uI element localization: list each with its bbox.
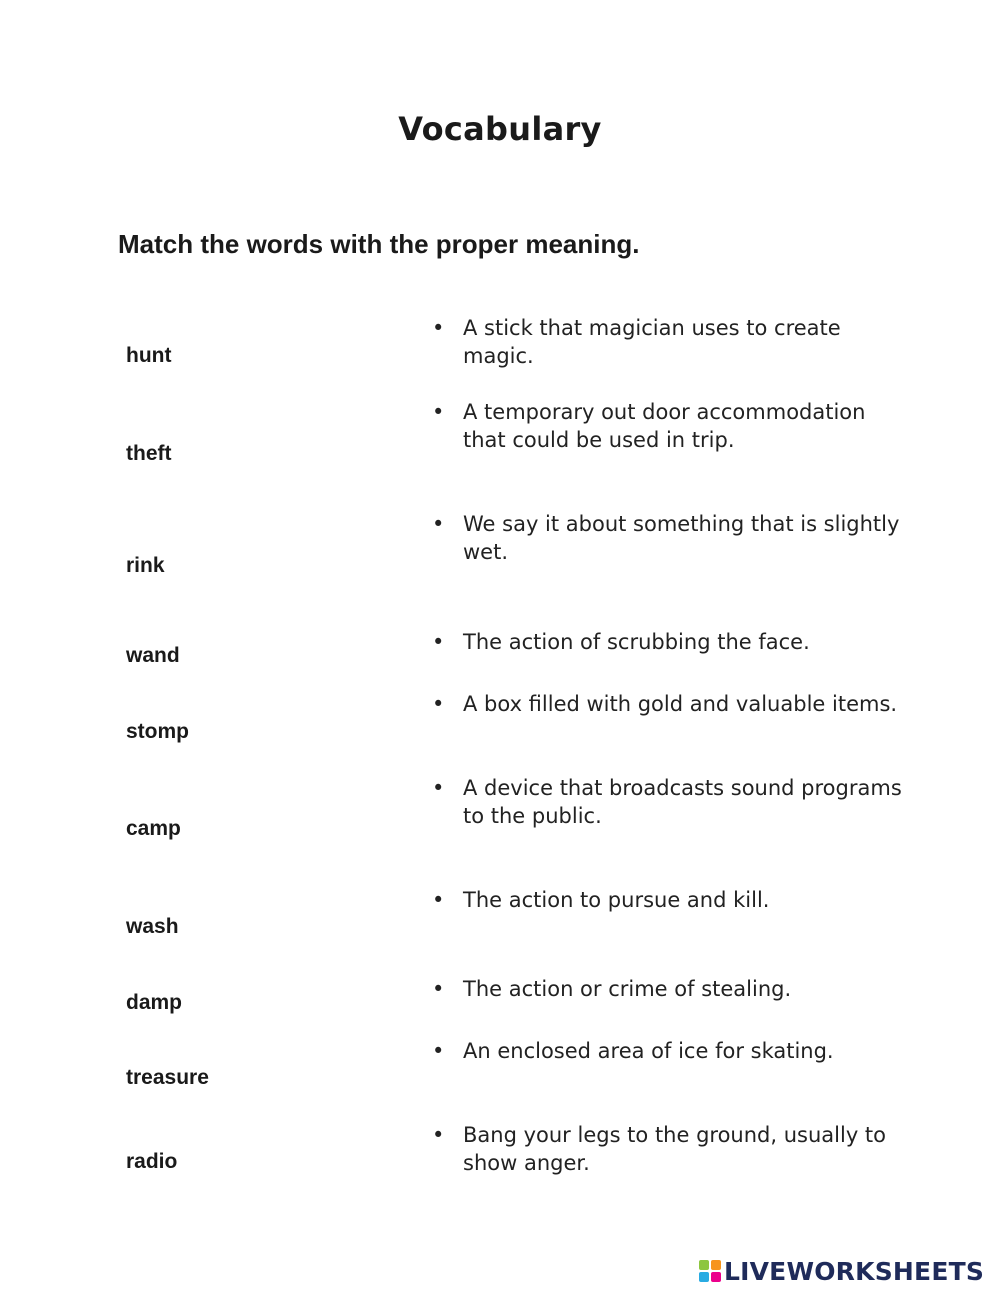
logo-square xyxy=(711,1260,721,1270)
definition-item[interactable] xyxy=(432,886,902,914)
bullet-icon: • xyxy=(432,888,445,912)
definition-item[interactable] xyxy=(432,690,902,718)
definition-item[interactable] xyxy=(432,774,902,830)
definition-item[interactable] xyxy=(432,510,902,566)
instruction-text: Match the words with the proper meaning. xyxy=(118,229,640,259)
logo-square xyxy=(711,1272,721,1282)
word-item[interactable]: hunt xyxy=(126,344,172,367)
word-item[interactable]: theft xyxy=(126,442,172,465)
definition-text: Bang your legs to the ground, usually to show anger. xyxy=(463,1123,887,1175)
liveworksheets-logo[interactable] xyxy=(699,1256,984,1286)
word-item[interactable]: stomp xyxy=(126,720,189,743)
definition-text: An enclosed area of ice for skating. xyxy=(463,1039,834,1063)
definition-item[interactable] xyxy=(432,975,902,1003)
liveworksheets-logo-icon xyxy=(699,1260,721,1282)
definition-item[interactable] xyxy=(432,314,902,370)
word-item[interactable]: rink xyxy=(126,554,165,577)
bullet-icon: • xyxy=(432,692,445,716)
bullet-icon: • xyxy=(432,400,445,424)
word-item[interactable]: treasure xyxy=(126,1066,209,1089)
word-item[interactable]: damp xyxy=(126,991,183,1014)
definition-item[interactable] xyxy=(432,1037,902,1065)
bullet-icon: • xyxy=(432,977,445,1001)
page-title: Vocabulary xyxy=(398,110,602,148)
definition-text: The action or crime of stealing. xyxy=(463,977,792,1001)
logo-square xyxy=(699,1272,709,1282)
bullet-icon: • xyxy=(432,512,445,536)
bullet-icon: • xyxy=(432,630,445,654)
definition-text: A stick that magician uses to create magic. xyxy=(463,316,841,368)
word-item[interactable]: wand xyxy=(126,644,180,667)
definition-text: The action to pursue and kill. xyxy=(463,888,770,912)
definition-text: We say it about something that is slightly wet. xyxy=(463,512,900,564)
bullet-icon: • xyxy=(432,776,445,800)
word-item[interactable]: wash xyxy=(126,915,179,938)
definition-text: The action of scrubbing the face. xyxy=(463,630,810,654)
definition-text: A device that broadcasts sound programs to the public. xyxy=(463,776,902,828)
bullet-icon: • xyxy=(432,1123,445,1147)
word-item[interactable]: camp xyxy=(126,817,181,840)
definition-text: A temporary out door accommodation that could be used in trip. xyxy=(463,400,866,452)
bullet-icon: • xyxy=(432,1039,445,1063)
definition-item[interactable] xyxy=(432,628,902,656)
definition-item[interactable] xyxy=(432,398,902,454)
bullet-icon: • xyxy=(432,316,445,340)
logo-text: LIVEWORKSHEETS xyxy=(724,1256,985,1286)
logo-square xyxy=(699,1260,709,1270)
definition-item[interactable] xyxy=(432,1121,902,1177)
word-item[interactable]: radio xyxy=(126,1150,178,1173)
definition-text: A box filled with gold and valuable items. xyxy=(463,692,898,716)
